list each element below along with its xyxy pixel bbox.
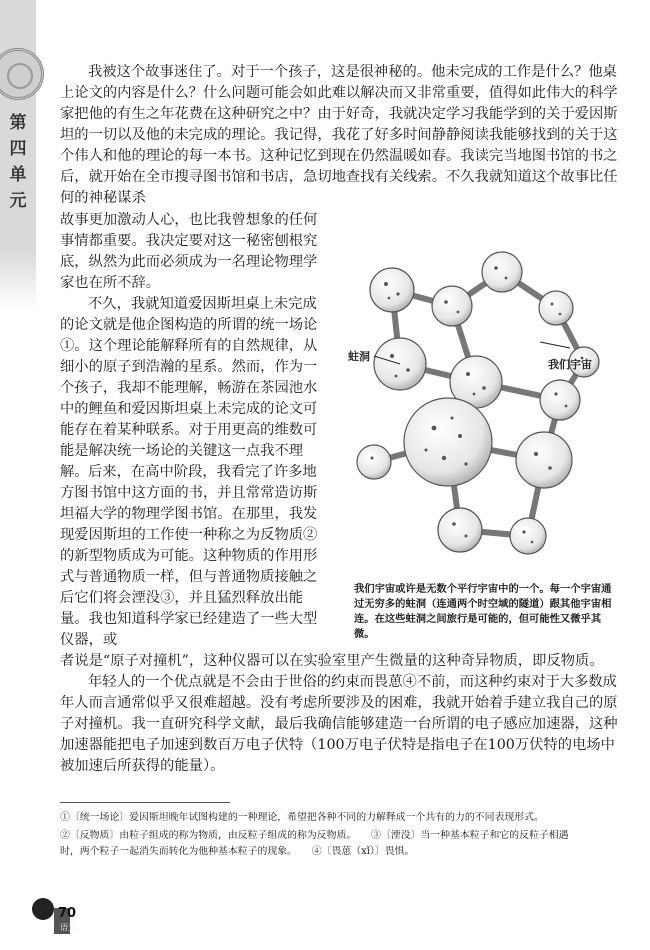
decorative-seal-icon (0, 48, 44, 100)
footnote-1: ①〔统一场论〕爱因斯坦晚年试图构建的一种理论，希望把各种不同的力解释成一个共有的力的不同表现形式。 (60, 812, 544, 823)
page-number: 70 (58, 906, 77, 921)
universe-pointer (540, 342, 570, 348)
paragraph-2: 不久，我就知道爱因斯坦桌上未完成的论文就是他企图构造的所谓的统一场论①。这个理论能解释所有的自然规律，从细小的原子到浩瀚的星系。然而，作为一个孩子，我却不能理解，畅游在茶园池水中的鲤鱼和爱因斯坦桌上未完成的论文可能存在着某种联系。对于用更高的维数可能是解决统一场论的关键这一点我不理解。 (60, 296, 318, 480)
footnote-2-3: ②〔反物质〕由粒子组成的称为物质，由反粒子组成的称为反物质。 ③〔湮没〕当一种基本粒子和它的反粒子相遇 (60, 830, 569, 841)
wormhole-label: 蛀洞 (348, 350, 370, 363)
wormhole-network-diagram (334, 232, 624, 582)
universe-bubbles (357, 252, 599, 554)
paragraph-1: 我被这个故事迷住了。对于一个孩子，这是很神秘的。他未完成的工作是什么？他桌上论文的内容是什么？什么问题可能会如此难以解决而又非常重要，值得如此伟大的科学家把他的有生之年花费在这种研究之中？由于好奇，我就决定学习我能学到的关于爱因斯坦的一切以及他的未完成的理论。我记得，我花了好多时间静静阅读我能够找到的关于这个伟人和他的理论的每一本书。这种记忆到现在仍然温暖如春。我读完当地图书馆的书之后，就开始在全市搜寻图书馆和书店，急切地查找有关线索。不久我就知道这个故事比任何的神秘谋杀 (60, 64, 618, 206)
paragraph-1-continued: 故事更加激动人心，也比我曾想象的任何事情都重要。我决定要对这一秘密刨根究底，纵然为此而必须成为一名理论物理学家也在所不辞。 (60, 212, 318, 291)
sidebar-fade (0, 250, 36, 310)
paragraph-3-continued: 者说是“原子对撞机”，这种仪器可以在实验室里产生微量的这种奇异物质，即反物质。 (60, 653, 604, 669)
figure-caption: 我们宇宙或许是无数个平行宇宙中的一个。每一个宇宙通过无穷多的蛀洞（连通两个时空域的隧道）跟其他宇宙相连。在这些蛀洞之间旅行是可能的，但可能性又微乎其微。 (354, 583, 612, 640)
parallel-universes-illustration (334, 232, 624, 582)
footnote-3-4: 时，两个粒子一起消失而转化为他种基本粒子的现象。 ④〔畏葸（xǐ）〕畏惧。 (60, 846, 415, 857)
footnote-divider (60, 802, 230, 803)
unit-label: 第四单元 (9, 113, 27, 211)
paragraph-4: 年轻人的一个优点就是不会由于世俗的约束而畏葸④不前，而这种约束对于大多数成年人而言通常似乎又很难超越。没有考虑所要涉及的困难，我就开始着手建立我自己的原子对撞机。我一直研究科学文献，最后我确信能够建造一台所谓的电子感应加速器，这种加速器能把电子加速到数百万电子伏特（100万电子伏特是指电子在100万伏特的电场中被加速后所获得的能量）。 (60, 674, 618, 774)
paragraph-3: 后来，在高中阶段，我看完了许多地方图书馆中这方面的书，并且常常造访斯坦福大学的物理学图书馆。在那里，我发现爱因斯坦的工作使一种称之为反物质②的新型物质成为可能。这种物质的作用形式与普通物质一样，但与普通物质接触之后它们将会湮没③，并且猛烈释放出能量。我也知道科学家已经建造了一些大型仪器，或 (60, 464, 318, 648)
page-marker-icon (32, 898, 54, 920)
page-subject: 语文 (60, 923, 76, 932)
our-universe-label: 我们宇宙 (548, 358, 592, 371)
